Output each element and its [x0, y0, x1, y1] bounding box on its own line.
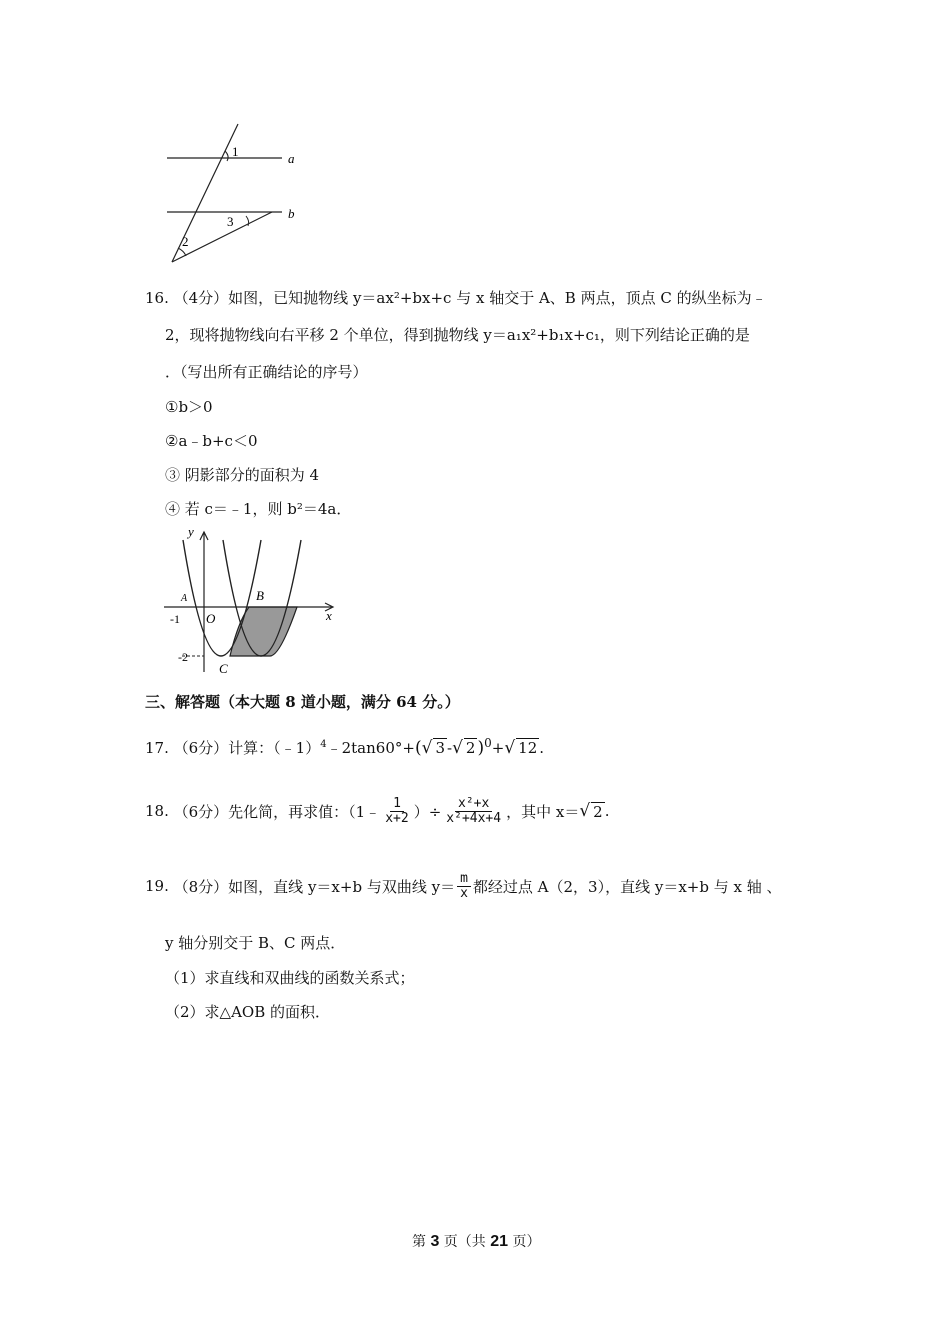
- q18-fraction-2: [443, 797, 504, 825]
- fig2-label-B: B: [256, 588, 264, 603]
- q18-sqrt-2: 2: [593, 802, 603, 821]
- q17-prefix: （6分）计算：（﹣1）: [173, 739, 321, 757]
- q17-sqrt-3: 3: [435, 739, 445, 757]
- footer-prefix: 第: [412, 1234, 431, 1250]
- q19-fraction-denominator: x: [460, 885, 468, 901]
- q18: 18. （6分）先化简，再求值：（1﹣ $\frac{1}{x+2}$ ）÷ $\frac{\text{x²+x}}{\text{x²+4x+4}}$ ，其中 x＝ √ 2 .: [145, 796, 610, 826]
- q18-fraction-1-numerator: 1: [390, 797, 404, 812]
- q16-number: 16.: [145, 289, 169, 307]
- q16-line3: ．（写出所有正确结论的序号）: [165, 363, 368, 381]
- q16-option-3: ③ 阴影部分的面积为 4: [165, 466, 320, 484]
- q18-fraction-1: [382, 797, 411, 825]
- footer-page-number: 3: [430, 1233, 440, 1250]
- q16-option-2: ②a﹣b+c＜0: [165, 432, 258, 450]
- q17-exponent-0: 0: [484, 736, 492, 750]
- q19-prefix: （8分）如图，直线 y＝x+b 与双曲线 y＝: [173, 877, 456, 896]
- q19-line2: y 轴分别交于 B、C 两点．: [165, 934, 346, 952]
- q19-line1: [145, 872, 782, 900]
- q16-line1: [145, 287, 767, 308]
- fig1-label-b: b: [288, 206, 295, 221]
- fig2-x-label: x: [326, 608, 332, 623]
- fig1-label-1: 1: [232, 144, 239, 159]
- fig2-label-A: A: [181, 593, 188, 604]
- q17-exponent-4: 4: [320, 739, 327, 750]
- q19-part-2: （2）求△AOB 的面积．: [165, 1003, 331, 1021]
- footer-middle: 页（共: [439, 1234, 491, 1250]
- q17-sqrt-2: 2: [465, 739, 476, 757]
- figure-parallel-lines: [160, 120, 310, 270]
- q17-end: .: [539, 739, 545, 757]
- q18-fraction-2-denominator: x²+4x+4: [446, 810, 502, 826]
- page-footer: [412, 1231, 541, 1251]
- fig2-label-minus2: -2: [178, 650, 188, 664]
- q16-option-4: ④ 若 c＝﹣1，则 b²＝4a．: [165, 500, 352, 518]
- q18-middle: ，其中 x＝: [506, 802, 580, 821]
- q19-fraction: [457, 872, 471, 900]
- q17: 17. （6分）计算：（﹣1）$^4$﹣2tan60°+(√ 3 -√ 2 )$^0$+√ 12 .: [145, 736, 545, 758]
- q18-fraction-2-numerator: x²+x: [455, 797, 492, 812]
- q17-number: 17.: [145, 739, 169, 757]
- fig2-label-C: C: [219, 661, 228, 676]
- fig1-label-a: a: [288, 151, 295, 166]
- q17-middle: ﹣2tan60°+: [326, 739, 415, 757]
- fig2-label-minus1: -1: [170, 612, 180, 626]
- q18-divide: ）÷: [413, 802, 442, 821]
- fig1-label-3: 3: [227, 214, 234, 229]
- q16-line2: 2，现将抛物线向右平移 2 个单位，得到抛物线 y＝a₁x²+b₁x+c₁，则下列结论正确的是: [165, 326, 750, 344]
- footer-total-pages: 21: [490, 1233, 509, 1250]
- section-heading: 三、解答题（本大题 8 道小题，满分 64 分。）: [145, 693, 460, 711]
- figure-parabola-graph: [160, 522, 345, 682]
- q16-text-1: （4分）如图，已知抛物线 y＝ax²+bx+c 与 x 轴交于 A、B 两点，顶点 C 的纵坐标为﹣: [173, 289, 767, 307]
- q17-sqrt-12: 12: [518, 739, 538, 757]
- footer-suffix: 页）: [508, 1234, 541, 1250]
- fig2-label-O: O: [206, 611, 216, 626]
- q19-number: 19.: [145, 877, 169, 896]
- q19-part-1: （1）求直线和双曲线的函数关系式；: [165, 969, 415, 987]
- q18-fraction-1-denominator: x+2: [385, 810, 409, 826]
- q18-prefix: （6分）先化简，再求值：（1﹣: [173, 802, 381, 821]
- fig2-y-label: y: [188, 524, 194, 539]
- q19-fraction-numerator: m: [457, 872, 471, 887]
- q18-end: .: [604, 802, 610, 821]
- q18-number: 18.: [145, 802, 169, 821]
- fig1-label-2: 2: [182, 234, 189, 249]
- q16-option-1: ①b＞0: [165, 398, 213, 416]
- q19-post: 都经过点 A（2，3），直线 y＝x+b 与 x 轴 、: [472, 877, 782, 896]
- q17-plus: +: [491, 739, 505, 757]
